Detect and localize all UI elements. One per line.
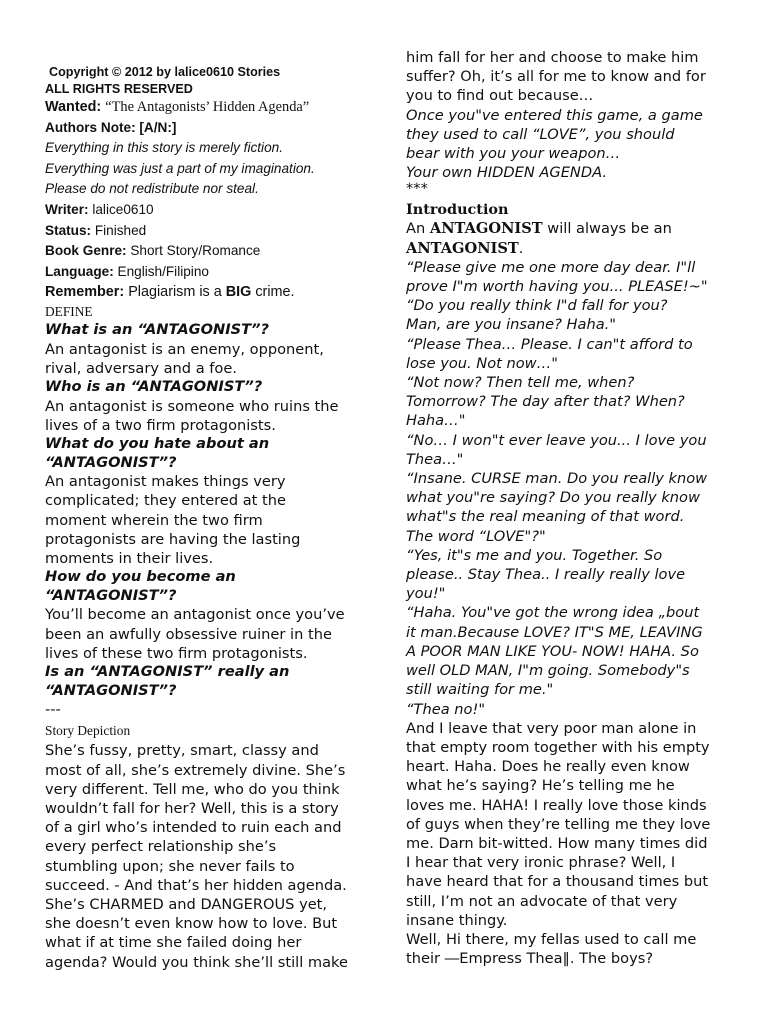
- genre-value: Short Story/Romance: [130, 243, 261, 259]
- answer-2-line-1: An antagonist is someone who ruins the: [45, 397, 339, 415]
- question-3-line-1: What do you hate about an: [45, 434, 270, 452]
- status-label: Status:: [45, 222, 95, 238]
- dialogue-line-13: what you"re saying? Do you really know: [406, 489, 700, 507]
- dialogue-line-19: “Haha. You"ve got the wrong idea „bout: [406, 604, 700, 622]
- answer-4-line-2: been an awfully obsessive ruiner in the: [45, 625, 332, 643]
- intro-pre: An: [406, 220, 430, 238]
- dialogue-line-7: “Not now? Then tell me, when?: [406, 374, 635, 392]
- continuation-line-3: you to find out because…: [406, 87, 594, 105]
- answer-1-line-1: An antagonist is an enemy, opponent,: [45, 340, 324, 358]
- dialogue-line-3: “Do you really think I"d fall for you?: [406, 297, 668, 315]
- dialogue-line-24: “Thea no!": [406, 700, 486, 718]
- answer-1-line-2: rival, adversary and a foe.: [45, 359, 237, 377]
- status-line: [45, 221, 370, 242]
- remember-post: crime.: [251, 284, 295, 301]
- narration-line-13: their ―Empress Thea‖. The boys?: [406, 950, 654, 968]
- dialogue-line-11: Thea…": [406, 450, 464, 468]
- narration-line-1: And I leave that very poor man alone in: [406, 719, 697, 737]
- weapon-line-3: bear with you your weapon…: [406, 145, 621, 163]
- intro-bold-2: ANTAGONIST: [406, 239, 519, 257]
- wanted-label: Wanted:: [45, 99, 106, 115]
- dialogue-line-6: lose you. Not now…": [406, 354, 558, 372]
- story-line-11: what if at time she failed doing her: [45, 934, 302, 952]
- writer-label: Writer:: [45, 201, 93, 217]
- copyright-line: Copyright © 2012 by lalice0610 Stories: [49, 65, 281, 79]
- intro-line-1: [406, 219, 726, 238]
- dialogue-line-21: A POOR MAN LIKE YOU- NOW! HAHA. So: [406, 642, 699, 660]
- story-line-10: she doesn’t even know how to love. But: [45, 915, 338, 933]
- genre-label: Book Genre:: [45, 243, 131, 259]
- question-5-line-1: Is an “ANTAGONIST” really an: [45, 662, 290, 680]
- dialogue-line-5: “Please Thea… Please. I can"t afford to: [406, 335, 693, 353]
- story-line-1: She’s fussy, pretty, smart, classy and: [45, 742, 319, 760]
- authors-note-label: Authors Note:: [45, 119, 140, 135]
- intro-end: .: [518, 239, 524, 257]
- story-line-6: every perfect relationship she’s: [45, 838, 277, 856]
- answer-3-line-4: protagonists are having the lasting: [45, 530, 301, 548]
- narration-line-8: I hear that very ironic phrase? Well, I: [406, 854, 676, 872]
- wanted-line: [45, 97, 370, 118]
- wanted-title: “The Antagonists’ Hidden Agenda”: [105, 99, 310, 115]
- dialogue-line-23: still waiting for me.": [406, 681, 554, 699]
- answer-3-line-3: moment wherein the two firm: [45, 511, 263, 529]
- introduction-heading: Introduction: [406, 201, 509, 219]
- question-4-line-2: “ANTAGONIST”?: [45, 586, 177, 604]
- story-line-7: stumbling upon; she never fails to: [45, 857, 295, 875]
- rights-line: ALL RIGHTS RESERVED: [45, 81, 193, 96]
- weapon-line-4: Your own HIDDEN AGENDA.: [406, 164, 607, 182]
- question-3-line-2: “ANTAGONIST”?: [45, 453, 177, 471]
- dialogue-line-1: “Please give me one more day dear. I"ll: [406, 258, 696, 276]
- fiction-line-3: Please do not redistribute nor steal.: [45, 181, 259, 197]
- answer-4-line-1: You’ll become an antagonist once you’ve: [45, 606, 345, 624]
- intro-mid: will always be an: [542, 220, 672, 238]
- continuation-line-1: him fall for her and choose to make him: [406, 49, 699, 66]
- dialogue-line-20: it man.Because LOVE? IT"S ME, LEAVING: [406, 623, 703, 641]
- question-2: Who is an “ANTAGONIST”?: [45, 377, 263, 395]
- dialogue-line-22: well OLD MAN, I"m going. Somebody"s: [406, 662, 690, 680]
- answer-3-line-2: complicated; they entered at the: [45, 492, 286, 510]
- narration-line-3: heart. Haha. Does he really even know: [406, 758, 690, 776]
- narration-line-9: have heard that for a thousand times but: [406, 873, 709, 891]
- status-value: Finished: [94, 222, 147, 238]
- weapon-line-1: Once you"ve entered this game, a game: [406, 106, 703, 124]
- authors-note-line: [45, 118, 370, 139]
- writer-value: lalice0610: [92, 201, 154, 217]
- dialogue-line-8: Tomorrow? The day after that? When?: [406, 393, 685, 411]
- question-1: What is an “ANTAGONIST”?: [45, 320, 269, 338]
- narration-line-2: that empty room together with his empty: [406, 738, 710, 756]
- question-4-line-1: How do you become an: [45, 568, 236, 586]
- story-line-8: succeed. - And that’s her hidden agenda.: [45, 876, 347, 894]
- dialogue-line-18: you!": [406, 585, 446, 603]
- remember-pre: Plagiarism is a: [128, 284, 226, 301]
- story-line-9: She’s CHARMED and DANGEROUS yet,: [45, 895, 328, 913]
- dialogue-line-10: “No… I won"t ever leave you... I love you: [406, 431, 707, 449]
- language-value: English/Filipino: [117, 263, 209, 279]
- narration-line-6: of guys when they’re telling me they love: [406, 815, 711, 833]
- define-heading: DEFINE: [45, 303, 93, 319]
- answer-3-line-5: moments in their lives.: [45, 549, 214, 567]
- narration-line-4: what he’s saying? He’s telling me he: [406, 777, 675, 795]
- dialogue-line-15: The word “LOVE"?": [406, 527, 546, 545]
- dialogue-line-14: what"s the real meaning of that word.: [406, 508, 685, 526]
- narration-block: [406, 719, 726, 969]
- weapon-line-2: they used to call “LOVE”, you should: [406, 125, 675, 143]
- answer-4-line-3: lives of these two firm protagonists.: [45, 644, 308, 662]
- remember-line: [45, 282, 370, 303]
- left-column: [45, 64, 370, 972]
- story-line-4: wouldn’t fall for her? Well, this is a story: [45, 799, 339, 817]
- writer-line: [45, 200, 370, 221]
- story-line-2: most of all, she’s extremely divine. She’s: [45, 761, 346, 779]
- dialogue-line-2: prove I"m worth having you... PLEASE!~": [406, 278, 708, 296]
- dialogue-line-16: “Yes, it"s me and you. Together. So: [406, 546, 663, 564]
- story-line-12: agenda? Would you think she’ll still make: [45, 953, 348, 971]
- dialogue-line-12: “Insane. CURSE man. Do you really know: [406, 470, 708, 488]
- dialogue-block: [406, 258, 726, 719]
- stars-separator: ***: [406, 180, 428, 198]
- story-line-3: very different. Tell me, who do you think: [45, 780, 340, 798]
- language-line: [45, 262, 370, 283]
- narration-line-7: me. Darn bit-witted. How many times did: [406, 834, 708, 852]
- fiction-line-2: Everything was just a part of my imagination.: [45, 160, 315, 176]
- story-line-5: of a girl who’s intended to ruin each and: [45, 819, 342, 837]
- story-depiction-heading: Story Depiction: [45, 723, 131, 739]
- dialogue-line-9: Haha…": [406, 412, 466, 430]
- remember-big: BIG: [225, 284, 252, 301]
- right-column: [406, 48, 726, 968]
- answer-2-line-2: lives of a two firm protagonists.: [45, 416, 276, 434]
- intro-bold-1: ANTAGONIST: [429, 220, 543, 238]
- language-label: Language:: [45, 263, 118, 279]
- dialogue-line-4: Man, are you insane? Haha.": [406, 316, 616, 334]
- intro-line-2: [406, 239, 726, 258]
- narration-line-5: loves me. HAHA! I really love those kinds: [406, 796, 707, 814]
- continuation-line-2: suffer? Oh, it’s all for me to know and for: [406, 68, 706, 86]
- authors-note-value: [A/N:]: [139, 119, 177, 135]
- dialogue-line-17: please.. Stay Thea.. I really really love: [406, 566, 686, 584]
- remember-label: Remember:: [45, 284, 129, 301]
- narration-line-10: still, I’m not an advocate of that very: [406, 892, 678, 910]
- dashes-separator: ---: [45, 701, 61, 719]
- question-5-line-2: “ANTAGONIST”?: [45, 681, 177, 699]
- fiction-line-1: Everything in this story is merely fiction.: [45, 140, 283, 156]
- genre-line: [45, 241, 370, 262]
- answer-3-line-1: An antagonist makes things very: [45, 473, 286, 491]
- narration-line-12: Well, Hi there, my fellas used to call me: [406, 930, 697, 948]
- narration-line-11: insane thingy.: [406, 911, 508, 929]
